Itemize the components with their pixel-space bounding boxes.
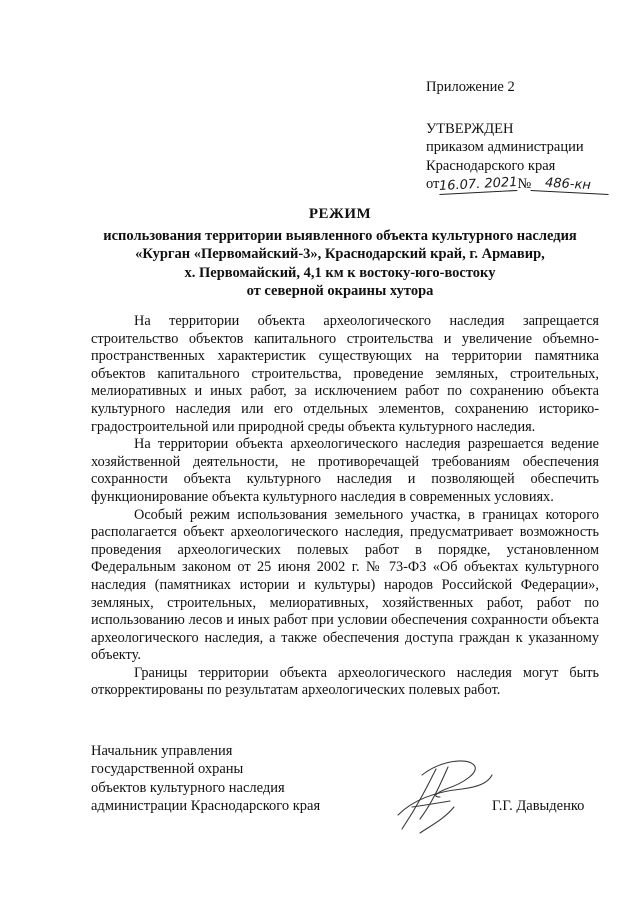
approval-date-line: [426, 175, 626, 194]
title-line-3: х. Первомайский, 4,1 км к востоку-юго-востоку: [184, 264, 496, 281]
title-line-2: «Курган «Первомайский-3», Краснодарский край, г. Армавир,: [135, 246, 545, 263]
approval-line-1: приказом администрации: [426, 139, 584, 155]
approval-block: [426, 78, 626, 194]
handwritten-number: 486-кн: [531, 175, 610, 195]
approved-label: УТВЕРЖДЕН: [426, 120, 514, 137]
signatory-line-3: объектов культурного наследия: [91, 779, 285, 796]
handwritten-signature: [392, 745, 502, 845]
document-body: [91, 313, 599, 700]
handwritten-date: 16.07. 2021: [439, 174, 519, 195]
signatory-line-2: государственной охраны: [91, 761, 244, 778]
paragraph-3: Особый режим использования земельного участка, в границах которого располагается объект археологического наследия, предусматривает возможность проведения археологических полевых работ в порядке, установленном Федеральным законом от 25 июня 2002 г. № 73-ФЗ «Об объектах культурного наследия (памятниках истории и культуры) народов Российской Федерации», земляных, строительных, мелиоративных, хозяйственных работ, работ по использованию лесов и иных работ при условии обеспечения сохранности объекта археологического наследия, а также обеспечения доступа граждан к указанному объекту.: [91, 506, 599, 664]
paragraph-4: Границы территории объекта археологического наследия могут быть откорректированы по результатам археологических полевых работ.: [91, 664, 599, 699]
number-sign: №: [517, 176, 532, 192]
date-prefix: от: [426, 176, 440, 192]
signatory-line-1: Начальник управления: [91, 743, 233, 759]
document-title: [60, 205, 620, 301]
title-line-1: использования территории выявленного объекта культурного наследия: [103, 227, 577, 244]
paragraph-2: На территории объекта археологического наследия разрешается ведение хозяйственной деятельности, не противоречащей требованиям обеспечения сохранности объекта культурного наследия и позволяющей обеспечить функционирование объекта культурного наследия в современных условиях.: [91, 436, 599, 505]
signatory-block: [91, 742, 391, 815]
title-heading: РЕЖИМ: [308, 206, 372, 222]
signatory-name: Г.Г. Давыденко: [492, 798, 585, 814]
approval-line-2: Краснодарского края: [426, 157, 556, 174]
paragraph-1: На территории объекта археологического наследия запрещается строительство объектов капитального строительства и увеличение объемно-пространственных характеристик существующих на территории памятника объектов капитального строительства, проведение земляных, строительных, мелиоративных и иных работ, за исключением работ по сохранению объекта культурного наследия или его отдельных элементов, сохранению историко-градостроительной или природной среды объекта культурного наследия.: [91, 313, 599, 435]
appendix-label: Приложение 2: [426, 79, 515, 95]
title-line-4: от северной окраины хутора: [246, 283, 434, 300]
signatory-line-4: администрации Краснодарского края: [91, 797, 321, 814]
